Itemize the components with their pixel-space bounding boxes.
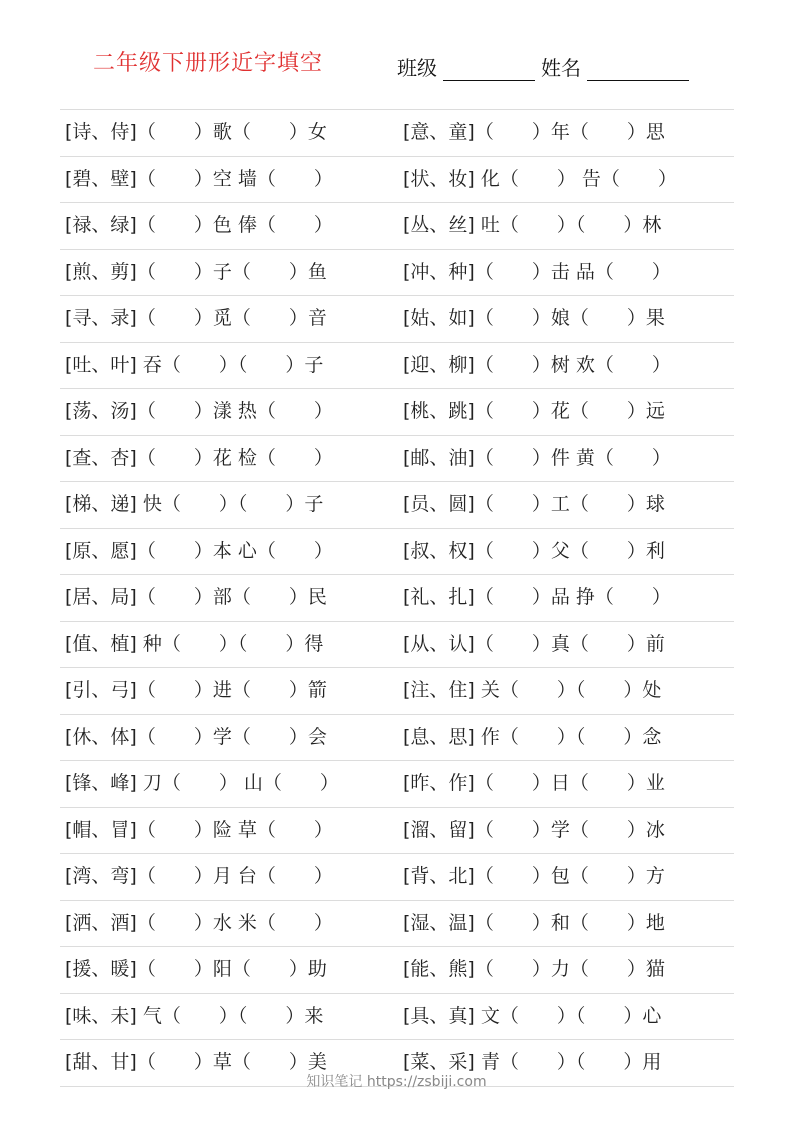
exercise-item-left: [煎、剪]（ ）子（ ）鱼: [65, 260, 327, 283]
table-row: [60, 947, 734, 994]
exercise-item-left: [梯、递] 快（ ）（ ）子: [65, 493, 324, 515]
table-row: [60, 808, 734, 855]
table-row: [60, 901, 734, 948]
exercise-item-left: [洒、酒]（ ）水 米（ ）: [65, 911, 333, 934]
exercise-item-left: [值、植] 种（ ）（ ）得: [65, 632, 324, 655]
exercise-item-right: [礼、扎]（ ）品 挣（ ）: [403, 586, 671, 608]
exercise-item-left: [原、愿]（ ）本 心（ ）: [65, 539, 333, 562]
exercise-item-right: [姑、如]（ ）娘（ ）果: [403, 307, 665, 329]
exercise-item-left: [寻、录]（ ）觅（ ）音: [65, 307, 327, 329]
table-row: [60, 296, 734, 343]
table-row: [60, 389, 734, 436]
table-row: [60, 157, 734, 204]
exercise-item-right: [邮、油]（ ）件 黄（ ）: [403, 446, 671, 469]
exercise-item-right: [注、住] 关（ ）（ ）处: [403, 679, 662, 701]
student-info: [397, 52, 695, 81]
exercise-item-right: [溜、留]（ ）学（ ）冰: [403, 818, 665, 841]
exercise-item-right: [冲、种]（ ）击 品（ ）: [403, 260, 671, 283]
exercise-item-left: [查、杏]（ ）花 检（ ）: [65, 446, 333, 469]
exercise-item-right: [从、认]（ ）真（ ）前: [403, 632, 665, 655]
exercise-item-right: [员、圆]（ ）工（ ）球: [403, 493, 665, 515]
exercise-item-right: [迎、柳]（ ）树 欢（ ）: [403, 353, 671, 376]
exercise-item-right: [状、妆] 化（ ） 告（ ）: [403, 167, 677, 190]
exercise-item-left: [休、体]（ ）学（ ）会: [65, 725, 327, 748]
table-row: [60, 343, 734, 390]
table-row: [60, 761, 734, 808]
table-row: [60, 994, 734, 1041]
exercise-item-left: [荡、汤]（ ）漾 热（ ）: [65, 400, 333, 422]
class-label: 班级: [397, 56, 437, 80]
table-row: [60, 482, 734, 529]
name-label: 姓名: [541, 56, 581, 80]
exercise-item-left: [吐、叶] 吞（ ）（ ）子: [65, 353, 324, 376]
exercise-item-left: [禄、绿]（ ）色 俸（ ）: [65, 214, 333, 236]
exercise-item-left: [湾、弯]（ ）月 台（ ）: [65, 865, 333, 887]
exercise-item-left: [诗、侍]（ ）歌（ ）女: [65, 121, 327, 143]
class-blank-line[interactable]: [443, 58, 535, 81]
watermark: 知识笔记 https://zsbiji.com: [306, 1074, 487, 1090]
exercise-item-right: [丛、丝] 吐（ ）（ ）林: [403, 214, 662, 236]
exercise-item-left: [援、暖]（ ）阳（ ）助: [65, 958, 327, 980]
page-title: 二年级下册形近字填空: [93, 51, 324, 76]
table-row: [60, 110, 734, 157]
table-row: [60, 436, 734, 483]
exercise-item-right: [背、北]（ ）包（ ）方: [403, 865, 665, 887]
exercise-item-left: [甜、甘]（ ）草（ ）美: [65, 1051, 327, 1073]
exercise-item-left: [锋、峰] 刀（ ） 山（ ）: [65, 772, 339, 794]
exercise-item-left: [引、弓]（ ）进（ ）箭: [65, 679, 327, 701]
table-row: [60, 203, 734, 250]
exercise-item-left: [碧、壁]（ ）空 墙（ ）: [65, 167, 333, 190]
exercise-item-right: [昨、作]（ ）日（ ）业: [403, 772, 665, 794]
table-row: [60, 622, 734, 669]
exercise-item-left: [味、未] 气（ ）（ ）来: [65, 1004, 324, 1027]
table-row: [60, 854, 734, 901]
exercise-item-right: [能、熊]（ ）力（ ）猫: [403, 958, 665, 980]
table-row: [60, 715, 734, 762]
exercise-item-right: [息、思] 作（ ）（ ）念: [403, 725, 662, 748]
table-row: [60, 575, 734, 622]
exercise-item-right: [具、真] 文（ ）（ ）心: [403, 1004, 662, 1027]
table-row: [60, 668, 734, 715]
exercise-item-right: [桃、跳]（ ）花（ ）远: [403, 400, 665, 422]
table-row: [60, 250, 734, 297]
exercise-item-right: [菜、采] 青（ ）（ ）用: [403, 1051, 662, 1073]
exercise-item-right: [叔、权]（ ）父（ ）利: [403, 539, 665, 562]
name-blank-line[interactable]: [587, 58, 689, 81]
exercise-item-right: [意、童]（ ）年（ ）思: [403, 121, 665, 143]
table-row: [60, 529, 734, 576]
exercise-item-right: [湿、温]（ ）和（ ）地: [403, 911, 665, 934]
exercise-item-left: [居、局]（ ）部（ ）民: [65, 586, 327, 608]
exercise-table: [60, 109, 734, 1087]
exercise-item-left: [帽、冒]（ ）险 草（ ）: [65, 818, 333, 841]
